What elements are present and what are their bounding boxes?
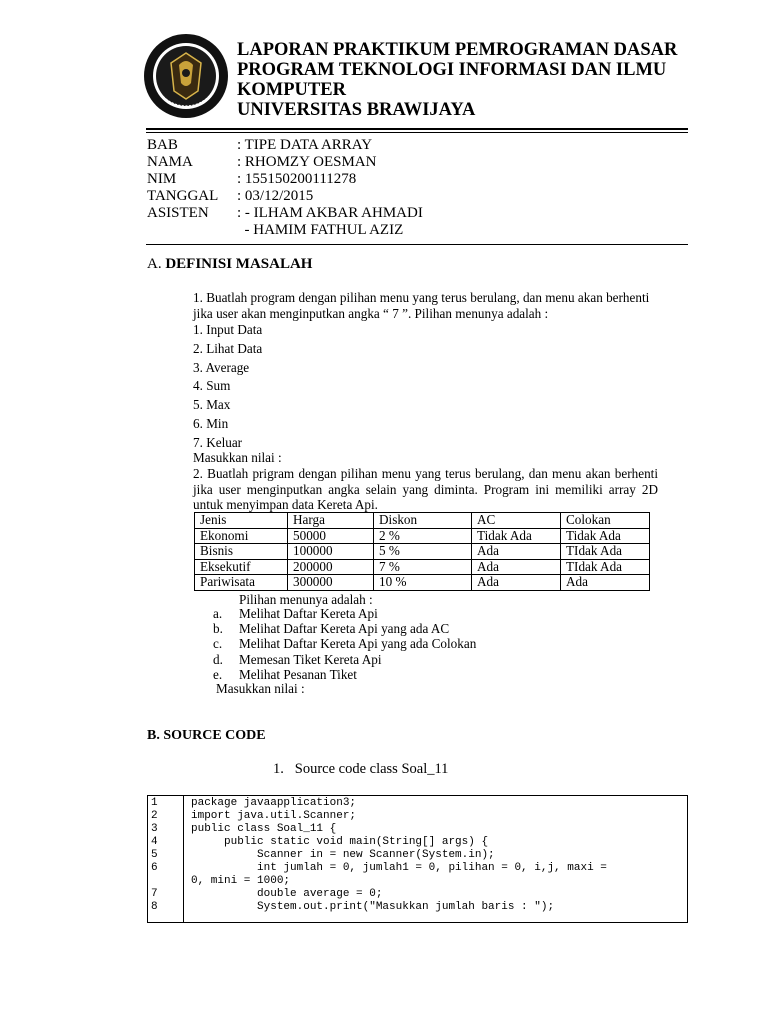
report-meta xyxy=(147,137,423,239)
line-number: 3 xyxy=(151,823,158,835)
problem-2-menu xyxy=(213,606,476,682)
code-line xyxy=(151,862,685,875)
list-item: 5. Max xyxy=(193,397,231,413)
list-text: Melihat Daftar Kereta Api yang ada Colokan xyxy=(239,636,477,652)
title-line: PROGRAM TEKNOLOGI INFORMASI DAN ILMU xyxy=(237,60,667,80)
line-number xyxy=(151,875,191,888)
train-table xyxy=(194,512,650,591)
line-number: 5 xyxy=(151,849,158,861)
section-prefix: A. xyxy=(147,256,162,272)
list-item: 4. Sum xyxy=(193,378,231,394)
table-header-row xyxy=(195,513,650,529)
section-a-heading xyxy=(147,256,312,273)
table-header: Diskon xyxy=(374,513,472,529)
line-number: 8 xyxy=(151,901,158,913)
title-line: KOMPUTER xyxy=(237,80,346,100)
meta-label: ASISTEN xyxy=(147,205,209,221)
code-text: double average = 0; xyxy=(191,888,383,900)
header-divider xyxy=(146,128,688,130)
problem-1-menu xyxy=(193,321,262,453)
line-number: 6 xyxy=(151,862,158,874)
problem-1-text: 1. Buatlah program dengan pilihan menu yang terus berulang, dan menu akan berhenti jika user akan menginputkan angka “ 7 ”. Pilihan menunya adalah : xyxy=(193,290,650,321)
code-text: public class Soal_11 { xyxy=(191,823,337,835)
table-cell: Pariwisata xyxy=(195,575,288,591)
list-item: 7. Keluar xyxy=(193,434,243,450)
list-item xyxy=(213,667,476,682)
table-cell: TIdak Ada xyxy=(561,544,650,560)
code-line xyxy=(151,823,685,836)
list-text: Melihat Daftar Kereta Api xyxy=(239,606,378,621)
code-text: 0, mini = 1000; xyxy=(191,875,291,887)
code-text: Scanner in = new Scanner(System.in); xyxy=(191,849,495,861)
table-cell: 200000 xyxy=(288,559,374,575)
code-text: package javaapplication3; xyxy=(191,797,357,809)
list-marker: a. xyxy=(213,606,223,621)
university-logo xyxy=(143,33,229,119)
list-text: Melihat Daftar Kereta Api yang ada AC xyxy=(239,621,450,637)
meta-label: TANGGAL xyxy=(147,188,219,204)
table-header: Colokan xyxy=(561,513,650,529)
table-header: Jenis xyxy=(195,513,288,529)
table-cell: Ada xyxy=(472,575,561,591)
line-number: 7 xyxy=(151,888,158,900)
line-number: 2 xyxy=(151,810,158,822)
meta-value: : RHOMZY OESMAN xyxy=(237,154,377,170)
meta-value: : 155150200111278 xyxy=(237,171,357,187)
source-code-title: 1. Source code class Soal_11 xyxy=(273,761,449,777)
meta-label xyxy=(147,222,237,239)
table-cell: Ada xyxy=(561,575,650,591)
list-marker: e. xyxy=(213,666,223,682)
code-line xyxy=(151,836,685,849)
meta-value: : TIPE DATA ARRAY xyxy=(237,137,373,153)
meta-label: BAB xyxy=(147,137,178,153)
table-cell: 7 % xyxy=(374,559,472,575)
table-cell: 300000 xyxy=(288,575,374,591)
title-line: UNIVERSITAS BRAWIJAYA xyxy=(237,100,476,120)
table-cell: Ada xyxy=(472,559,561,575)
code-text: System.out.print("Masukkan jumlah baris : "); xyxy=(191,901,555,913)
meta-value: : - ILHAM AKBAR AHMADI xyxy=(237,205,423,221)
problem-2-menu-title: Pilihan menunya adalah : xyxy=(239,592,373,607)
code-text: int jumlah = 0, jumlah1 = 0, pilihan = 0, i,j, maxi = xyxy=(191,862,607,874)
code-line xyxy=(151,849,685,862)
list-marker: c. xyxy=(213,636,223,652)
meta-value: - HAMIM FATHUL AZIZ xyxy=(237,222,404,238)
table-header: Harga xyxy=(288,513,374,529)
list-item xyxy=(213,652,476,667)
table-row xyxy=(195,528,650,544)
table-row xyxy=(195,575,650,591)
section-b-heading: B. SOURCE CODE xyxy=(147,728,266,743)
table-header: AC xyxy=(472,513,561,529)
table-row xyxy=(195,559,650,575)
table-cell: Bisnis xyxy=(195,544,288,560)
table-cell: 10 % xyxy=(374,575,472,591)
list-item: 2. Lihat Data xyxy=(193,340,263,356)
code-text: public static void main(String[] args) { xyxy=(191,836,489,848)
code-text: import java.util.Scanner; xyxy=(191,810,357,822)
problem-1-prompt: Masukkan nilai : xyxy=(193,450,282,465)
table-row xyxy=(195,544,650,560)
code-line xyxy=(151,888,685,901)
line-number: 4 xyxy=(151,836,158,848)
list-text: Memesan Tiket Kereta Api xyxy=(239,651,382,667)
table-cell: Tidak Ada xyxy=(472,528,561,544)
problem-2-prompt: Masukkan nilai : xyxy=(216,681,305,696)
meta-divider xyxy=(146,244,688,245)
problem-2-text: 2. Buatlah prigram dengan pilihan menu yang terus berulang, dan menu akan berhenti jika user menginputkan angka selain yang diminta. Program ini memiliki array 2D untuk menyimpan data Kereta Api. xyxy=(193,466,658,512)
section-title: DEFINISI MASALAH xyxy=(165,256,313,272)
meta-value: : 03/12/2015 xyxy=(237,188,314,204)
code-listing xyxy=(151,797,685,914)
table-cell: 5 % xyxy=(374,544,472,560)
list-item xyxy=(213,636,476,651)
list-item xyxy=(213,621,476,636)
list-item xyxy=(213,606,476,621)
table-cell: 50000 xyxy=(288,528,374,544)
meta-label: NIM xyxy=(147,171,177,187)
table-cell: Eksekutif xyxy=(195,559,288,575)
code-line xyxy=(151,901,685,914)
line-number: 1 xyxy=(151,797,158,809)
table-cell: Ada xyxy=(472,544,561,560)
code-line xyxy=(151,810,685,823)
report-title xyxy=(237,40,707,120)
title-line: LAPORAN PRAKTIKUM PEMROGRAMAN DASAR xyxy=(237,40,678,60)
table-cell: Ekonomi xyxy=(195,528,288,544)
list-text: Melihat Pesanan Tiket xyxy=(239,666,357,682)
meta-label: NAMA xyxy=(147,154,193,170)
list-item: 6. Min xyxy=(193,415,229,431)
table-cell: 2 % xyxy=(374,528,472,544)
list-marker: d. xyxy=(213,651,223,667)
table-cell: 100000 xyxy=(288,544,374,560)
list-item: 1. Input Data xyxy=(193,322,263,337)
code-line xyxy=(151,797,685,810)
list-marker: b. xyxy=(213,621,223,637)
list-item: 3. Average xyxy=(193,359,250,375)
table-cell: Tidak Ada xyxy=(561,528,650,544)
table-cell: TIdak Ada xyxy=(561,559,650,575)
code-line xyxy=(151,875,685,888)
header-divider-thin xyxy=(146,132,688,133)
